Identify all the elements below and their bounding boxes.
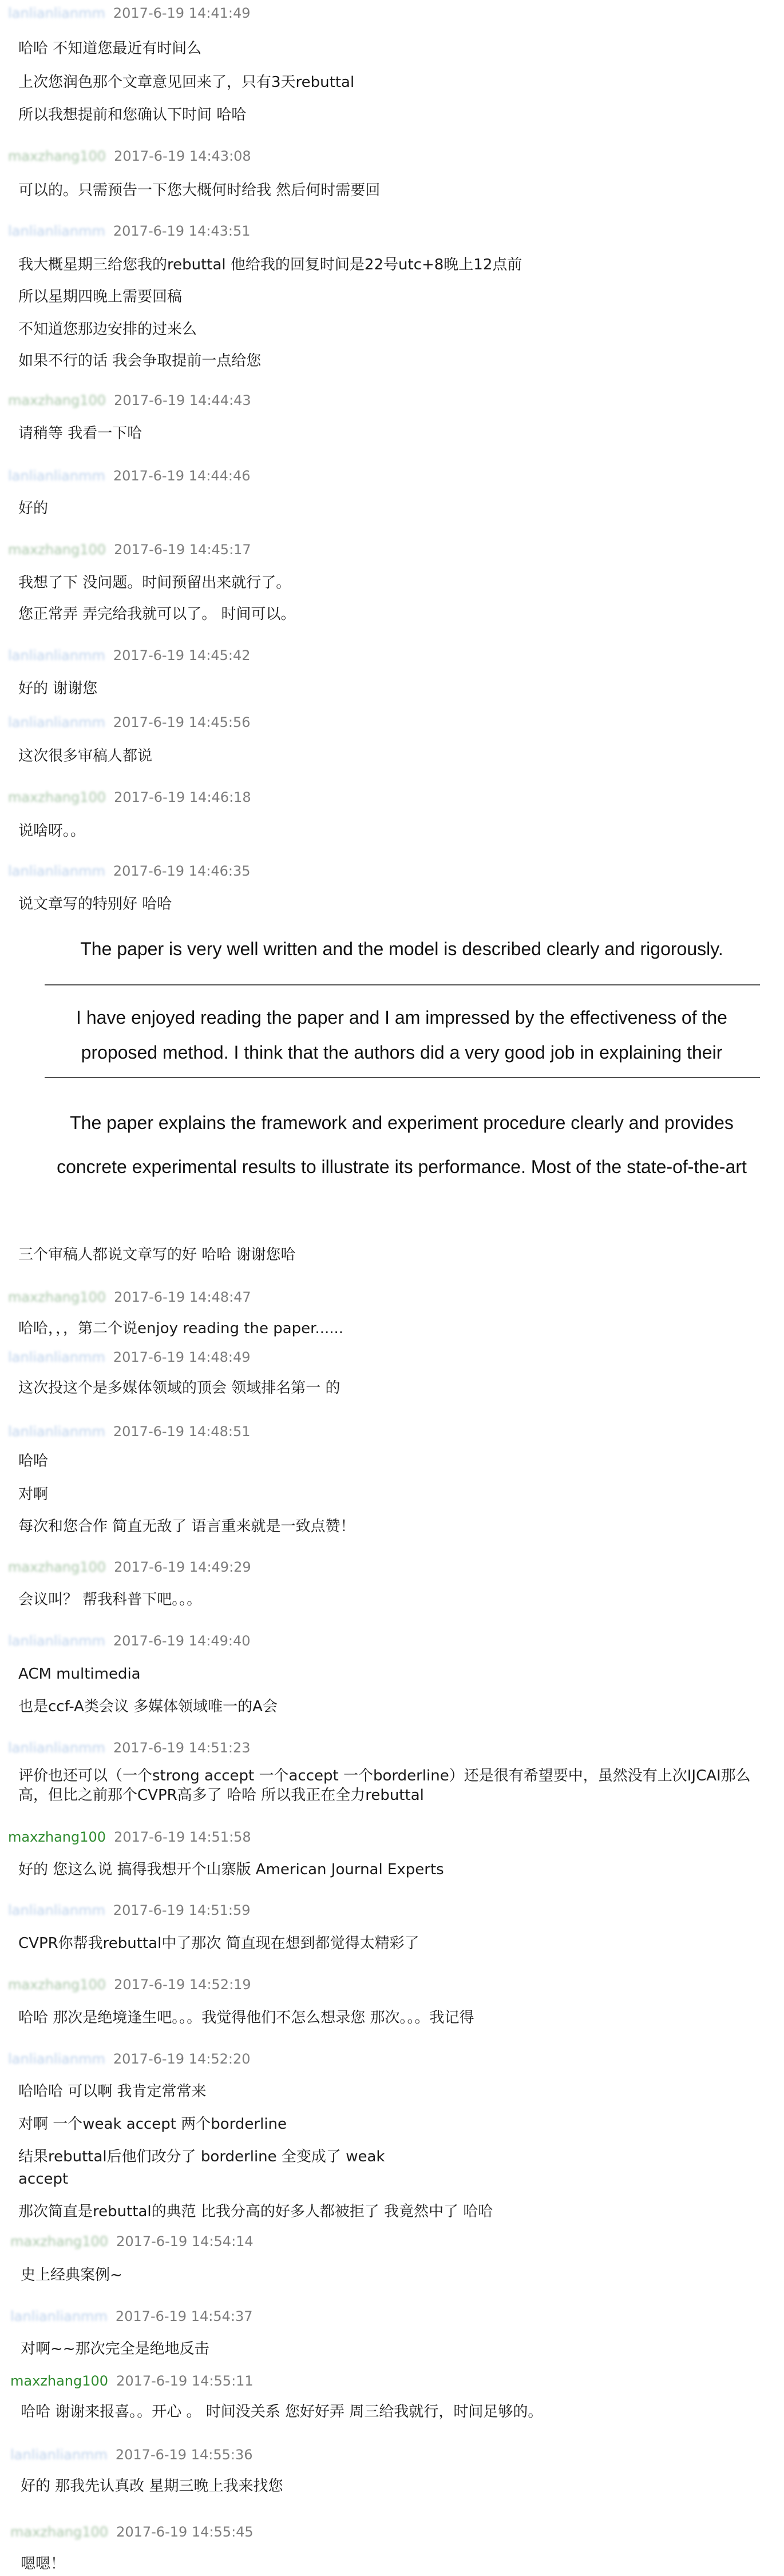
message-header (8, 541, 251, 558)
sender-name[interactable]: maxzhang100 (8, 1829, 106, 1845)
message-text: 可以的。只需预告一下您大概何时给我 然后何时需要回 (18, 182, 381, 199)
message-text: 说啥呀。。 (18, 822, 86, 840)
message-timestamp: 2017-6-19 14:45:42 (113, 647, 251, 663)
sender-name[interactable]: lanlianlianmm (8, 1633, 105, 1649)
message-text: 三个审稿人都说文章写的好 哈哈 谢谢您哈 (18, 1246, 296, 1263)
message-header (8, 714, 250, 731)
sender-name[interactable]: lanlianlianmm (8, 647, 105, 663)
sender-name[interactable]: lanlianlianmm (8, 863, 105, 879)
message-timestamp: 2017-6-19 14:41:49 (113, 5, 251, 21)
message-text: 好的 那我先认真改 星期三晚上我来找您 (21, 2478, 283, 2495)
message-text: CVPR你帮我rebuttal中了那次 简直现在想到都觉得太精彩了 (18, 1935, 419, 1952)
review-excerpt-image[interactable] (39, 929, 765, 1230)
review-line: The paper is very well written and the model is described clearly and rigorously. (80, 939, 723, 959)
message-header (8, 1632, 250, 1649)
message-timestamp: 2017-6-19 14:49:40 (113, 1633, 251, 1649)
sender-name[interactable]: lanlianlianmm (10, 2308, 108, 2324)
message-header (8, 862, 250, 880)
message-timestamp: 2017-6-19 14:54:37 (115, 2308, 253, 2324)
message-text: 哈哈 (18, 1453, 49, 1470)
message-text: 好的 (18, 500, 49, 517)
message-timestamp: 2017-6-19 14:44:43 (114, 392, 251, 408)
message-header (8, 222, 250, 240)
message-header (8, 1349, 250, 1366)
sender-name[interactable]: lanlianlianmm (8, 1902, 105, 1918)
message-text: 好的 您这么说 搞得我想开个山寨版 American Journal Experts (18, 1861, 444, 1878)
message-header (8, 1289, 251, 1306)
message-header (10, 2233, 254, 2250)
message-timestamp: 2017-6-19 14:51:59 (113, 1902, 251, 1918)
sender-name[interactable]: lanlianlianmm (8, 468, 105, 484)
message-header (8, 1828, 251, 1846)
review-line: proposed method. I think that the authors did a very good job in explaining their (81, 1042, 723, 1063)
sender-name[interactable]: lanlianlianmm (8, 223, 105, 239)
message-text: 那次简直是rebuttal的典范 比我分高的好多人都被拒了 我竟然中了 哈哈 (18, 2203, 493, 2220)
message-text: 对啊 (18, 1486, 49, 1503)
message-header (8, 1739, 250, 1756)
message-timestamp: 2017-6-19 14:55:36 (115, 2447, 253, 2463)
message-text: 如果不行的话 我会争取提前一点给您 (18, 352, 262, 369)
message-text: 也是ccf-A类会议 多媒体领域唯一的A会 (18, 1698, 278, 1715)
message-text: 每次和您合作 简直无敌了 语言重来就是一致点赞！ (18, 1518, 355, 1535)
message-timestamp: 2017-6-19 14:45:56 (113, 714, 251, 730)
message-text: 哈哈 谢谢来报喜。。开心 。 时间没关系 您好好弄 周三给我就行，时间足够的。 (21, 2403, 543, 2420)
sender-name[interactable]: maxzhang100 (8, 1977, 106, 1993)
review-line: The paper explains the framework and experiment procedure clearly and provides (70, 1112, 734, 1133)
sender-name[interactable]: lanlianlianmm (8, 2051, 105, 2067)
sender-name[interactable]: maxzhang100 (8, 392, 106, 408)
review-line: concrete experimental results to illustrate its performance. Most of the state-of-the-art (57, 1156, 747, 1177)
message-timestamp: 2017-6-19 14:48:47 (114, 1289, 251, 1305)
message-text: 所以我想提前和您确认下时间 哈哈 (18, 106, 247, 124)
message-text: 评价也还可以（一个strong accept 一个accept 一个borderline）还是很有希望要中，虽然没有上次IJCAI那么高，但比之前那个CVPR高多了 哈哈 所以我正在全力rebuttal (18, 1767, 751, 1804)
message-text: 对啊 一个weak accept 两个borderline (18, 2116, 287, 2133)
message-header (10, 2308, 252, 2325)
message-text: 这次很多审稿人都说 (18, 748, 153, 765)
sender-name[interactable]: maxzhang100 (10, 2524, 109, 2540)
message-header (8, 148, 251, 165)
message-header (8, 1976, 251, 1993)
sender-name[interactable]: maxzhang100 (10, 2373, 109, 2389)
message-timestamp: 2017-6-19 14:51:23 (113, 1740, 251, 1756)
message-text: 说文章写的特别好 哈哈 (18, 896, 172, 913)
message-text: 对啊~~那次完全是绝地反击 (21, 2340, 209, 2358)
message-header (8, 789, 251, 806)
message-header (8, 647, 250, 664)
message-text: 哈哈哈 可以啊 我肯定常常来 (18, 2083, 207, 2100)
message-text: 好的 谢谢您 (18, 680, 98, 697)
sender-name[interactable]: maxzhang100 (10, 2233, 109, 2249)
sender-name[interactable]: maxzhang100 (8, 542, 106, 558)
message-timestamp: 2017-6-19 14:52:20 (113, 2051, 251, 2067)
sender-name[interactable]: lanlianlianmm (10, 2447, 108, 2463)
message-text: ACM multimedia (18, 1665, 141, 1683)
message-text: 史上经典案例~ (21, 2267, 122, 2284)
message-text: 嗯嗯！ (21, 2555, 66, 2573)
message-text: 会议叫？ 帮我科普下吧。。。 (18, 1591, 202, 1608)
message-timestamp: 2017-6-19 14:48:49 (113, 1349, 251, 1365)
message-text: 哈哈，，，第二个说enjoy reading the paper...... (18, 1320, 344, 1337)
message-text: 请稍等 我看一下哈 (18, 425, 142, 442)
message-timestamp: 2017-6-19 14:46:18 (114, 789, 251, 805)
message-text: 上次您润色那个文章意见回来了，只有3天rebuttal (18, 74, 355, 91)
message-timestamp: 2017-6-19 14:43:08 (114, 148, 251, 164)
message-header (10, 2523, 254, 2541)
message-timestamp: 2017-6-19 14:49:29 (114, 1559, 251, 1575)
message-timestamp: 2017-6-19 14:45:17 (114, 542, 251, 558)
message-header (8, 392, 251, 409)
message-text: 我大概星期三给您我的rebuttal 他给我的回复时间是22号utc+8晚上12点前 (18, 256, 522, 273)
message-text: accept (18, 2170, 69, 2188)
message-header (8, 1423, 250, 1440)
sender-name[interactable]: maxzhang100 (8, 789, 106, 805)
message-timestamp: 2017-6-19 14:54:14 (116, 2233, 254, 2249)
review-divider (45, 984, 760, 985)
sender-name[interactable]: maxzhang100 (8, 148, 106, 164)
message-timestamp: 2017-6-19 14:51:58 (114, 1829, 251, 1845)
message-text: 所以星期四晚上需要回稿 (18, 288, 183, 305)
message-text: 这次投这个是多媒体领域的顶会 领域排名第一 的 (18, 1380, 340, 1397)
message-header (8, 5, 250, 22)
review-divider (45, 1077, 760, 1078)
message-header (10, 2372, 254, 2390)
message-timestamp: 2017-6-19 14:52:19 (114, 1977, 251, 1993)
message-timestamp: 2017-6-19 14:48:51 (113, 1424, 251, 1440)
message-header (10, 2446, 252, 2463)
message-timestamp: 2017-6-19 14:44:46 (113, 468, 251, 484)
sender-name[interactable]: lanlianlianmm (8, 1424, 105, 1440)
sender-name[interactable]: lanlianlianmm (8, 5, 105, 21)
message-text: 我想了下 没问题。时间预留出来就行了。 (18, 574, 291, 591)
message-timestamp: 2017-6-19 14:55:45 (116, 2524, 254, 2540)
message-header (8, 1902, 250, 1919)
message-text: 哈哈 那次是绝境逢生吧。。。我觉得他们不怎么想录您 那次。。。我记得 (18, 2009, 474, 2026)
message-header (8, 2050, 250, 2068)
message-timestamp: 2017-6-19 14:55:11 (116, 2373, 254, 2389)
message-text: 哈哈 不知道您最近有时间么 (18, 40, 202, 57)
message-text: 您正常弄 弄完给我就可以了。 时间可以。 (18, 606, 296, 623)
message-text: 结果rebuttal后他们改分了 borderline 全变成了 weak (18, 2148, 385, 2165)
sender-name[interactable]: lanlianlianmm (8, 1740, 105, 1756)
message-header (8, 467, 250, 484)
sender-name[interactable]: lanlianlianmm (8, 714, 105, 730)
review-line: I have enjoyed reading the paper and I am impressed by the effectiveness of the (76, 1007, 727, 1028)
sender-name[interactable]: lanlianlianmm (8, 1349, 105, 1365)
sender-name[interactable]: maxzhang100 (8, 1289, 106, 1305)
message-header (8, 1559, 251, 1576)
message-timestamp: 2017-6-19 14:43:51 (113, 223, 251, 239)
message-text: 不知道您那边安排的过来么 (18, 321, 197, 338)
sender-name[interactable]: maxzhang100 (8, 1559, 106, 1575)
message-timestamp: 2017-6-19 14:46:35 (113, 863, 251, 879)
